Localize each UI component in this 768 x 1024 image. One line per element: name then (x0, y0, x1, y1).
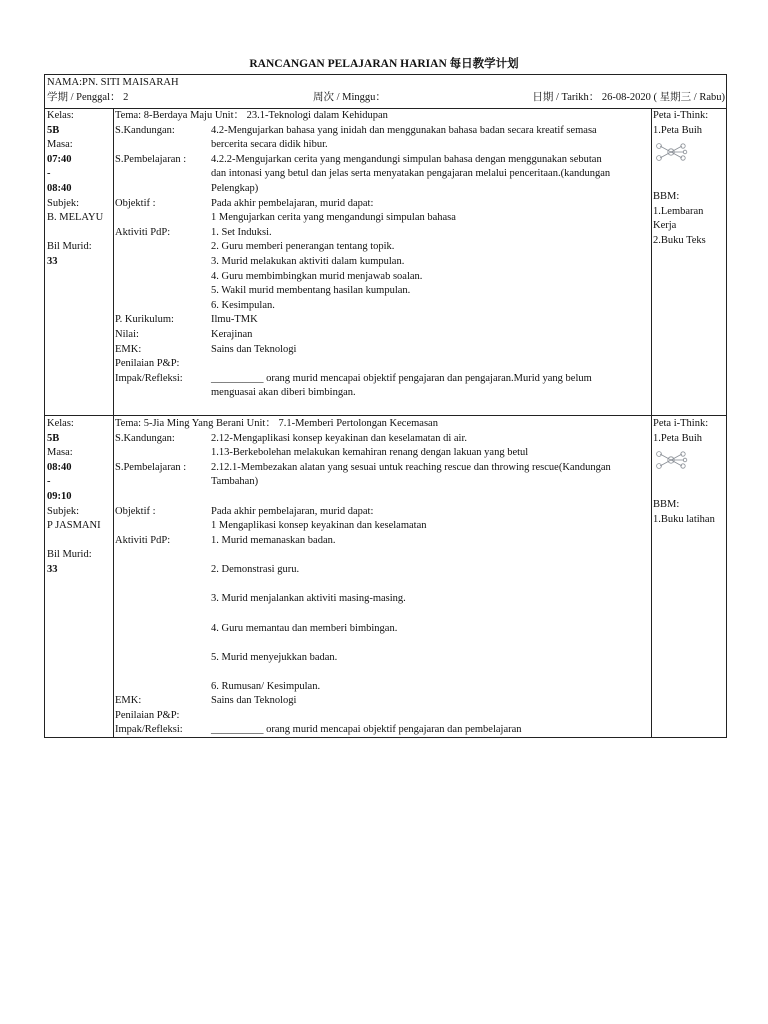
lesson-2-info (47, 417, 101, 578)
lesson-2-resources (653, 417, 708, 446)
lesson-1-bbm (653, 190, 706, 248)
time-dash: - (47, 168, 51, 180)
time-label: Masa: (47, 447, 73, 459)
time-start: 08:40 (47, 461, 72, 473)
activity-item: 6. Rumusan/ Kesimpulan. (211, 681, 321, 692)
emk-label: EMK: (115, 343, 142, 355)
bubble-map-icon (654, 446, 688, 474)
class-label: Kelas: (47, 418, 74, 429)
objective-label: Objektif : (115, 197, 156, 209)
activity-item: 1. Set Induksi. (211, 226, 272, 238)
content-standard-line: 2.12-Mengaplikasi konsep keyakinan dan keselamatan di air. (211, 433, 468, 444)
column-divider-right (651, 108, 652, 738)
objective-line: 1 Mengujarkan cerita yang mengandungi simpulan bahasa (211, 212, 456, 224)
column-divider-left (113, 108, 114, 738)
content-standard-line: bercerita secara didik hibur. (211, 139, 328, 151)
objective-line: Pada akhir pembelajaran, murid dapat: (211, 197, 374, 209)
activity-item: 2. Demonstrasi guru. (211, 564, 300, 575)
time-end: 09:10 (47, 490, 72, 502)
reflection-blank: __________ (211, 724, 264, 735)
ithink-label: Peta i-Think: (653, 418, 709, 429)
content-standard-line: 1.13-Berkebolehan melakukan kemahiran renang dengan lakuan yang betul (211, 447, 529, 458)
teacher-name: NAMA:PN. SITI MAISARAH (47, 77, 179, 88)
reflection-line: __________ orang murid mencapai objektif pengajaran dan pengajaran.Murid yang belum (211, 372, 592, 384)
activity-item: 1. Murid memanaskan badan. (211, 535, 336, 546)
content-standard-label: S.Kandungan: (115, 124, 175, 136)
subject-value: B. MELAYU (47, 212, 104, 224)
student-count-value: 33 (47, 255, 58, 267)
term-field: 学期 / Penggal： 2 (47, 92, 129, 103)
learning-standard-line: 2.12.1-Membezakan alatan yang sesuai untuk reaching rescue dan throwing rescue(Kandungan (211, 462, 611, 473)
week-field: 周次 / Minggu： (313, 92, 386, 103)
lesson-1-resources (653, 109, 708, 138)
page-title: RANCANGAN PELAJARAN HARIAN 每日教学计划 (249, 58, 519, 70)
lesson-1-theme: Tema: 8-Berdaya Maju Unit： 23.1-Teknologi dalam Kehidupan (115, 110, 388, 121)
student-count-value: 33 (47, 563, 58, 575)
activity-item: 3. Murid menjalankan aktiviti masing-masing. (211, 593, 406, 604)
objective-label: Objektif : (115, 506, 156, 517)
class-value: 5B (47, 432, 60, 444)
values-value: Kerajinan (211, 328, 253, 340)
content-standard-line: 4.2-Mengujarkan bahasa yang inidah dan menggunakan bahasa badan secara kreatif semasa (211, 124, 597, 136)
bbm-item: 1.Lembaran (653, 205, 704, 217)
activity-item: 4. Guru membimbingkan murid menjawab soalan. (211, 270, 423, 282)
learning-standard-line: dan intonasi yang betul dan jelas serta menyatakan pengajaran melalui penceritaan.(kandungan (211, 168, 611, 180)
bbm-item: 2.Buku Teks (653, 234, 706, 246)
subject-label: Subjek: (47, 197, 80, 209)
activity-label: Aktiviti PdP: (115, 226, 171, 238)
lesson-1-values (211, 124, 610, 401)
subject-value: P JASMANI (47, 520, 101, 532)
student-count-label: Bil Murid: (47, 549, 92, 561)
time-end: 08:40 (47, 182, 72, 194)
learning-standard-label: S.Pembelajaran : (115, 153, 187, 165)
reflection-label: Impak/Refleksi: (115, 372, 183, 384)
lesson-plan-table (44, 74, 727, 738)
learning-standard-line: 4.2.2-Mengujarkan cerita yang mengandungi simpulan bahasa dengan menggunakan sebutan (211, 153, 602, 165)
curriculum-label: P. Kurikulum: (115, 314, 174, 326)
values-label: Nilai: (115, 328, 139, 340)
ithink-item: 1.Peta Buih (653, 124, 702, 136)
student-count-label: Bil Murid: (47, 241, 92, 253)
objective-line: 1 Mengaplikasi konsep keyakinan dan keselamatan (211, 520, 427, 531)
activity-item: 5. Murid menyejukkan badan. (211, 652, 338, 663)
learning-standard-line: Pelengkap) (211, 182, 259, 194)
subject-label: Subjek: (47, 505, 80, 517)
content-standard-label: S.Kandungan: (115, 433, 175, 444)
reflection-line: menguasai akan diberi bimbingan. (211, 387, 356, 399)
lesson-2-theme: Tema: 5-Jia Ming Yang Berani Unit： 7.1-Memberi Pertolongan Kecemasan (115, 418, 438, 429)
activity-item: 5. Wakil murid membentang hasilan kumpulan. (211, 285, 411, 297)
ithink-item: 1.Peta Buih (653, 432, 702, 444)
activity-item: 3. Murid melakukan aktiviti dalam kumpulan. (211, 255, 405, 267)
time-label: Masa: (47, 139, 73, 151)
lesson-1-labels (115, 124, 186, 387)
bbm-label: BBM: (653, 499, 680, 510)
time-start: 07:40 (47, 153, 72, 165)
learning-standard-label: S.Pembelajaran : (115, 462, 187, 473)
time-dash: - (47, 476, 51, 488)
lesson-1-info (47, 109, 103, 270)
emk-value: Sains dan Teknologi (211, 343, 297, 355)
ithink-label: Peta i-Think: (653, 110, 709, 121)
lesson-2-bbm (653, 498, 715, 527)
activity-item: 4. Guru memantau dan memberi bimbingan. (211, 623, 398, 634)
activity-item: 2. Guru memberi penerangan tentang topik. (211, 241, 395, 253)
assessment-label: Penilaian P&P: (115, 710, 180, 721)
bbm-item: Kerja (653, 220, 677, 232)
reflection-line: __________ orang murid mencapai objektif pengajaran dan pembelajaran (211, 724, 522, 735)
lesson-divider (45, 415, 726, 416)
emk-value: Sains dan Teknologi (211, 695, 297, 706)
class-label: Kelas: (47, 110, 74, 121)
objective-line: Pada akhir pembelajaran, murid dapat: (211, 506, 374, 517)
class-value: 5B (47, 124, 60, 136)
learning-standard-line: Tambahan) (211, 476, 259, 487)
assessment-label: Penilaian P&P: (115, 358, 180, 370)
bbm-label: BBM: (653, 191, 680, 202)
date-field: 日期 / Tarikh： 26-08-2020 ( 星期三 / Rabu) (532, 92, 725, 103)
bbm-item: 1.Buku latihan (653, 513, 715, 525)
emk-label: EMK: (115, 695, 142, 706)
reflection-label: Impak/Refleksi: (115, 724, 183, 735)
reflection-blank: __________ (211, 372, 264, 384)
activity-item: 6. Kesimpulan. (211, 299, 275, 311)
curriculum-value: Ilmu-TMK (211, 314, 258, 326)
activity-label: Aktiviti PdP: (115, 535, 171, 546)
bubble-map-icon (654, 138, 688, 166)
